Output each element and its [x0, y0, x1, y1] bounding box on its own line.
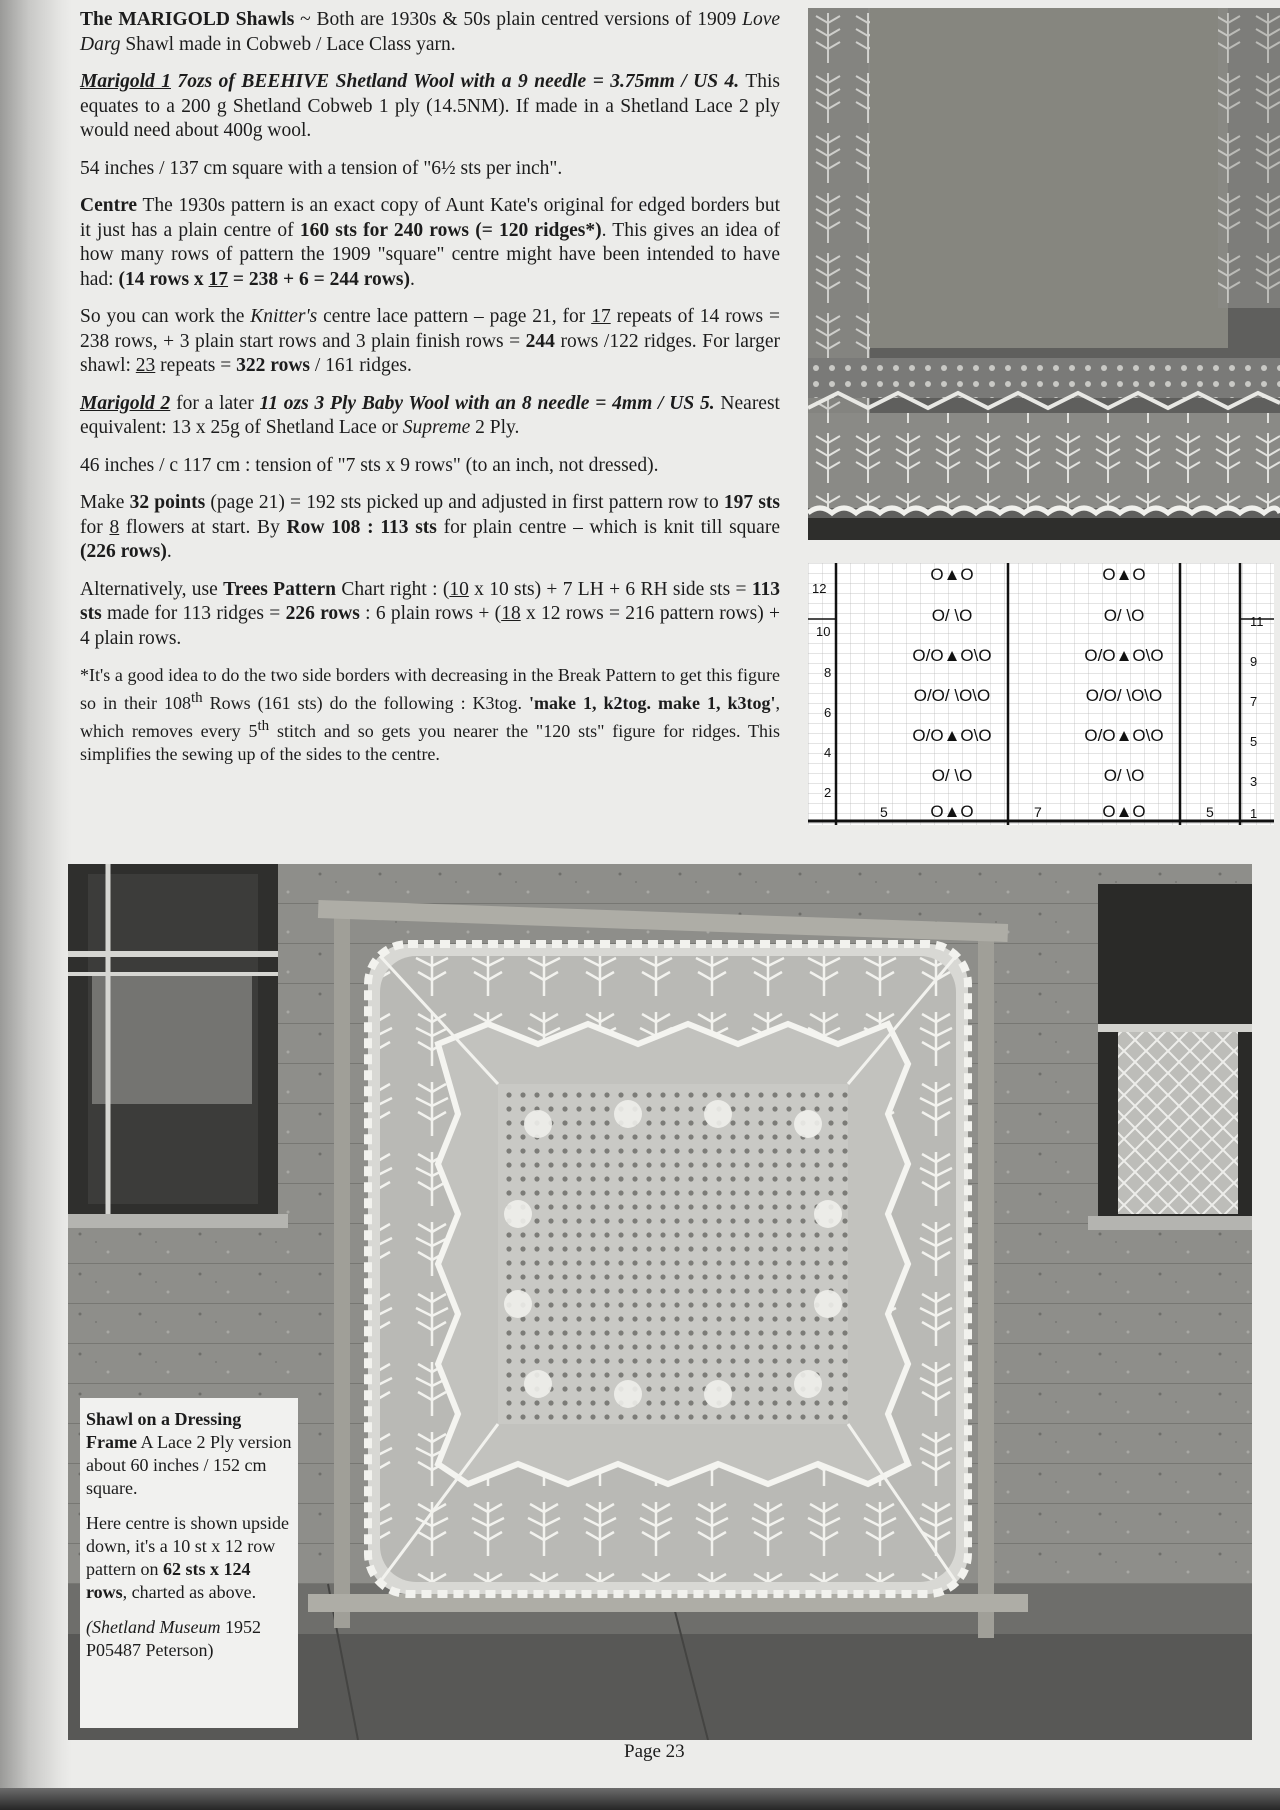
trees-pattern-chart: [808, 563, 1274, 825]
centre-paragraph: Centre The 1930s pattern is an exact copy of Aunt Kate's original for edged borders but it just has a plain centre of 160 sts for 240 rows (= 120 ridges*). This gives an idea of how many rows of pattern the 1909 "square" centre might have been intended to have had: (14 rows x 17 = 238 + 6 = 244 rows).: [80, 195, 781, 290]
intro-paragraph: The MARIGOLD Shawls ~ Both are 1930s & 50s plain centred versions of 1909 Love Darg Shawl made in Cobweb / Lace Class yarn.: [80, 9, 780, 55]
caption-note: Here centre is shown upside down, it's a 10 st x 12 row pattern on 62 sts x 124 rows, charted as above.: [86, 1513, 289, 1602]
chart-cell: O▲O: [1102, 565, 1146, 584]
photo-caption: [80, 1398, 298, 1728]
row-number: 5: [1250, 734, 1258, 749]
stitch-count: 5: [880, 804, 888, 820]
marigold-2-paragraph: Marigold 2 for a later 11 ozs 3 Ply Baby Wool with an 8 needle = 4mm / US 5. Nearest equivalent: 13 x 25g of Shetland Lace or Supreme 2 Ply.: [80, 392, 780, 438]
knitters-paragraph: So you can work the Knitter's centre lace pattern – page 21, for 17 repeats of 14 rows = 238 rows, + 3 plain start rows and 3 plain finish rows = 244 rows /122 ridges. For larger shawl: 23 repeats = 322 rows / 161 ridges.: [80, 306, 780, 376]
chart-cell: O/O▲O\O: [912, 726, 992, 745]
draped-shawl-photo: [808, 8, 1280, 540]
stitch-count: 5: [1206, 804, 1214, 820]
marigold-1-paragraph: Marigold 1 7ozs of BEEHIVE Shetland Wool with a 9 needle = 3.75mm / US 4. This equates to a 200 g Shetland Cobweb 1 ply (14.5NM). If made in a Shetland Lace 2 ply would need about 400g wool.: [80, 71, 780, 141]
row-number: 9: [1250, 654, 1258, 669]
chart-cell: O▲O: [1102, 802, 1146, 821]
chart-cell: O/O▲O\O: [912, 646, 992, 665]
stitch-count: 7: [1034, 804, 1042, 820]
row-number: 8: [824, 665, 832, 680]
row-number: 11: [1250, 614, 1264, 629]
row-number: 3: [1250, 774, 1258, 789]
size-2-paragraph: 46 inches / c 117 cm : tension of "7 sts x 9 rows" (to an inch, not dressed).: [80, 454, 659, 476]
size-1-paragraph: 54 inches / 137 cm square with a tension of "6½ sts per inch".: [80, 157, 563, 179]
binding-shadow: [0, 0, 72, 1810]
row-number: 7: [1250, 694, 1258, 709]
row-number: 6: [824, 705, 832, 720]
chart-cell: O/O▲O\O: [1084, 726, 1164, 745]
tip-paragraph: *It's a good idea to do the two side borders with decreasing in the Break Pattern to get this figure so in their 108th Rows (161 sts) do the following : K3tog. 'make 1, k2tog. make 1, k3tog', which removes every 5th stitch and so gets you nearer the "120 sts" figure for ridges. This simplifies the sewing up of the sides to the centre.: [80, 665, 780, 764]
page-number: Page 23: [624, 1741, 685, 1762]
chart-cell: O▲O: [930, 802, 974, 821]
row-number: 10: [816, 624, 831, 639]
chart-cell: O/ \O: [1103, 766, 1145, 785]
caption-description: Shawl on a Dressing Frame A Lace 2 Ply version about 60 inches / 152 cm square.: [86, 1409, 292, 1498]
row-number: 1: [1250, 806, 1258, 821]
chart-cell: O/O/ \O\O: [1085, 686, 1163, 705]
chart-cell: O▲O: [930, 565, 974, 584]
alternative-paragraph: Alternatively, use Trees Pattern Chart right : (10 x 10 sts) + 7 LH + 6 RH side sts = 113 sts made for 113 ridges = 226 rows : 6 plain rows + (18 x 12 rows = 216 pattern rows) + 4 plain rows.: [80, 578, 780, 649]
chart-cell: O/ \O: [931, 606, 973, 625]
main-text-column: [80, 8, 780, 779]
chart-cell: O/ \O: [931, 766, 973, 785]
row-number: 4: [824, 745, 832, 760]
chart-cell: O/ \O: [1103, 606, 1145, 625]
scan-edge-band: [0, 1788, 1280, 1810]
row-number: 2: [824, 785, 832, 800]
row-number: 12: [812, 581, 827, 596]
chart-cell: O/O▲O\O: [1084, 646, 1164, 665]
points-paragraph: Make 32 points (page 21) = 192 sts picked up and adjusted in first pattern row to 197 sts for 8 flowers at start. By Row 108 : 113 sts for plain centre – which is knit till square (226 rows).: [80, 492, 781, 562]
caption-credit: (Shetland Museum 1952 P05487 Peterson): [86, 1617, 261, 1660]
chart-cell: O/O/ \O\O: [913, 686, 991, 705]
